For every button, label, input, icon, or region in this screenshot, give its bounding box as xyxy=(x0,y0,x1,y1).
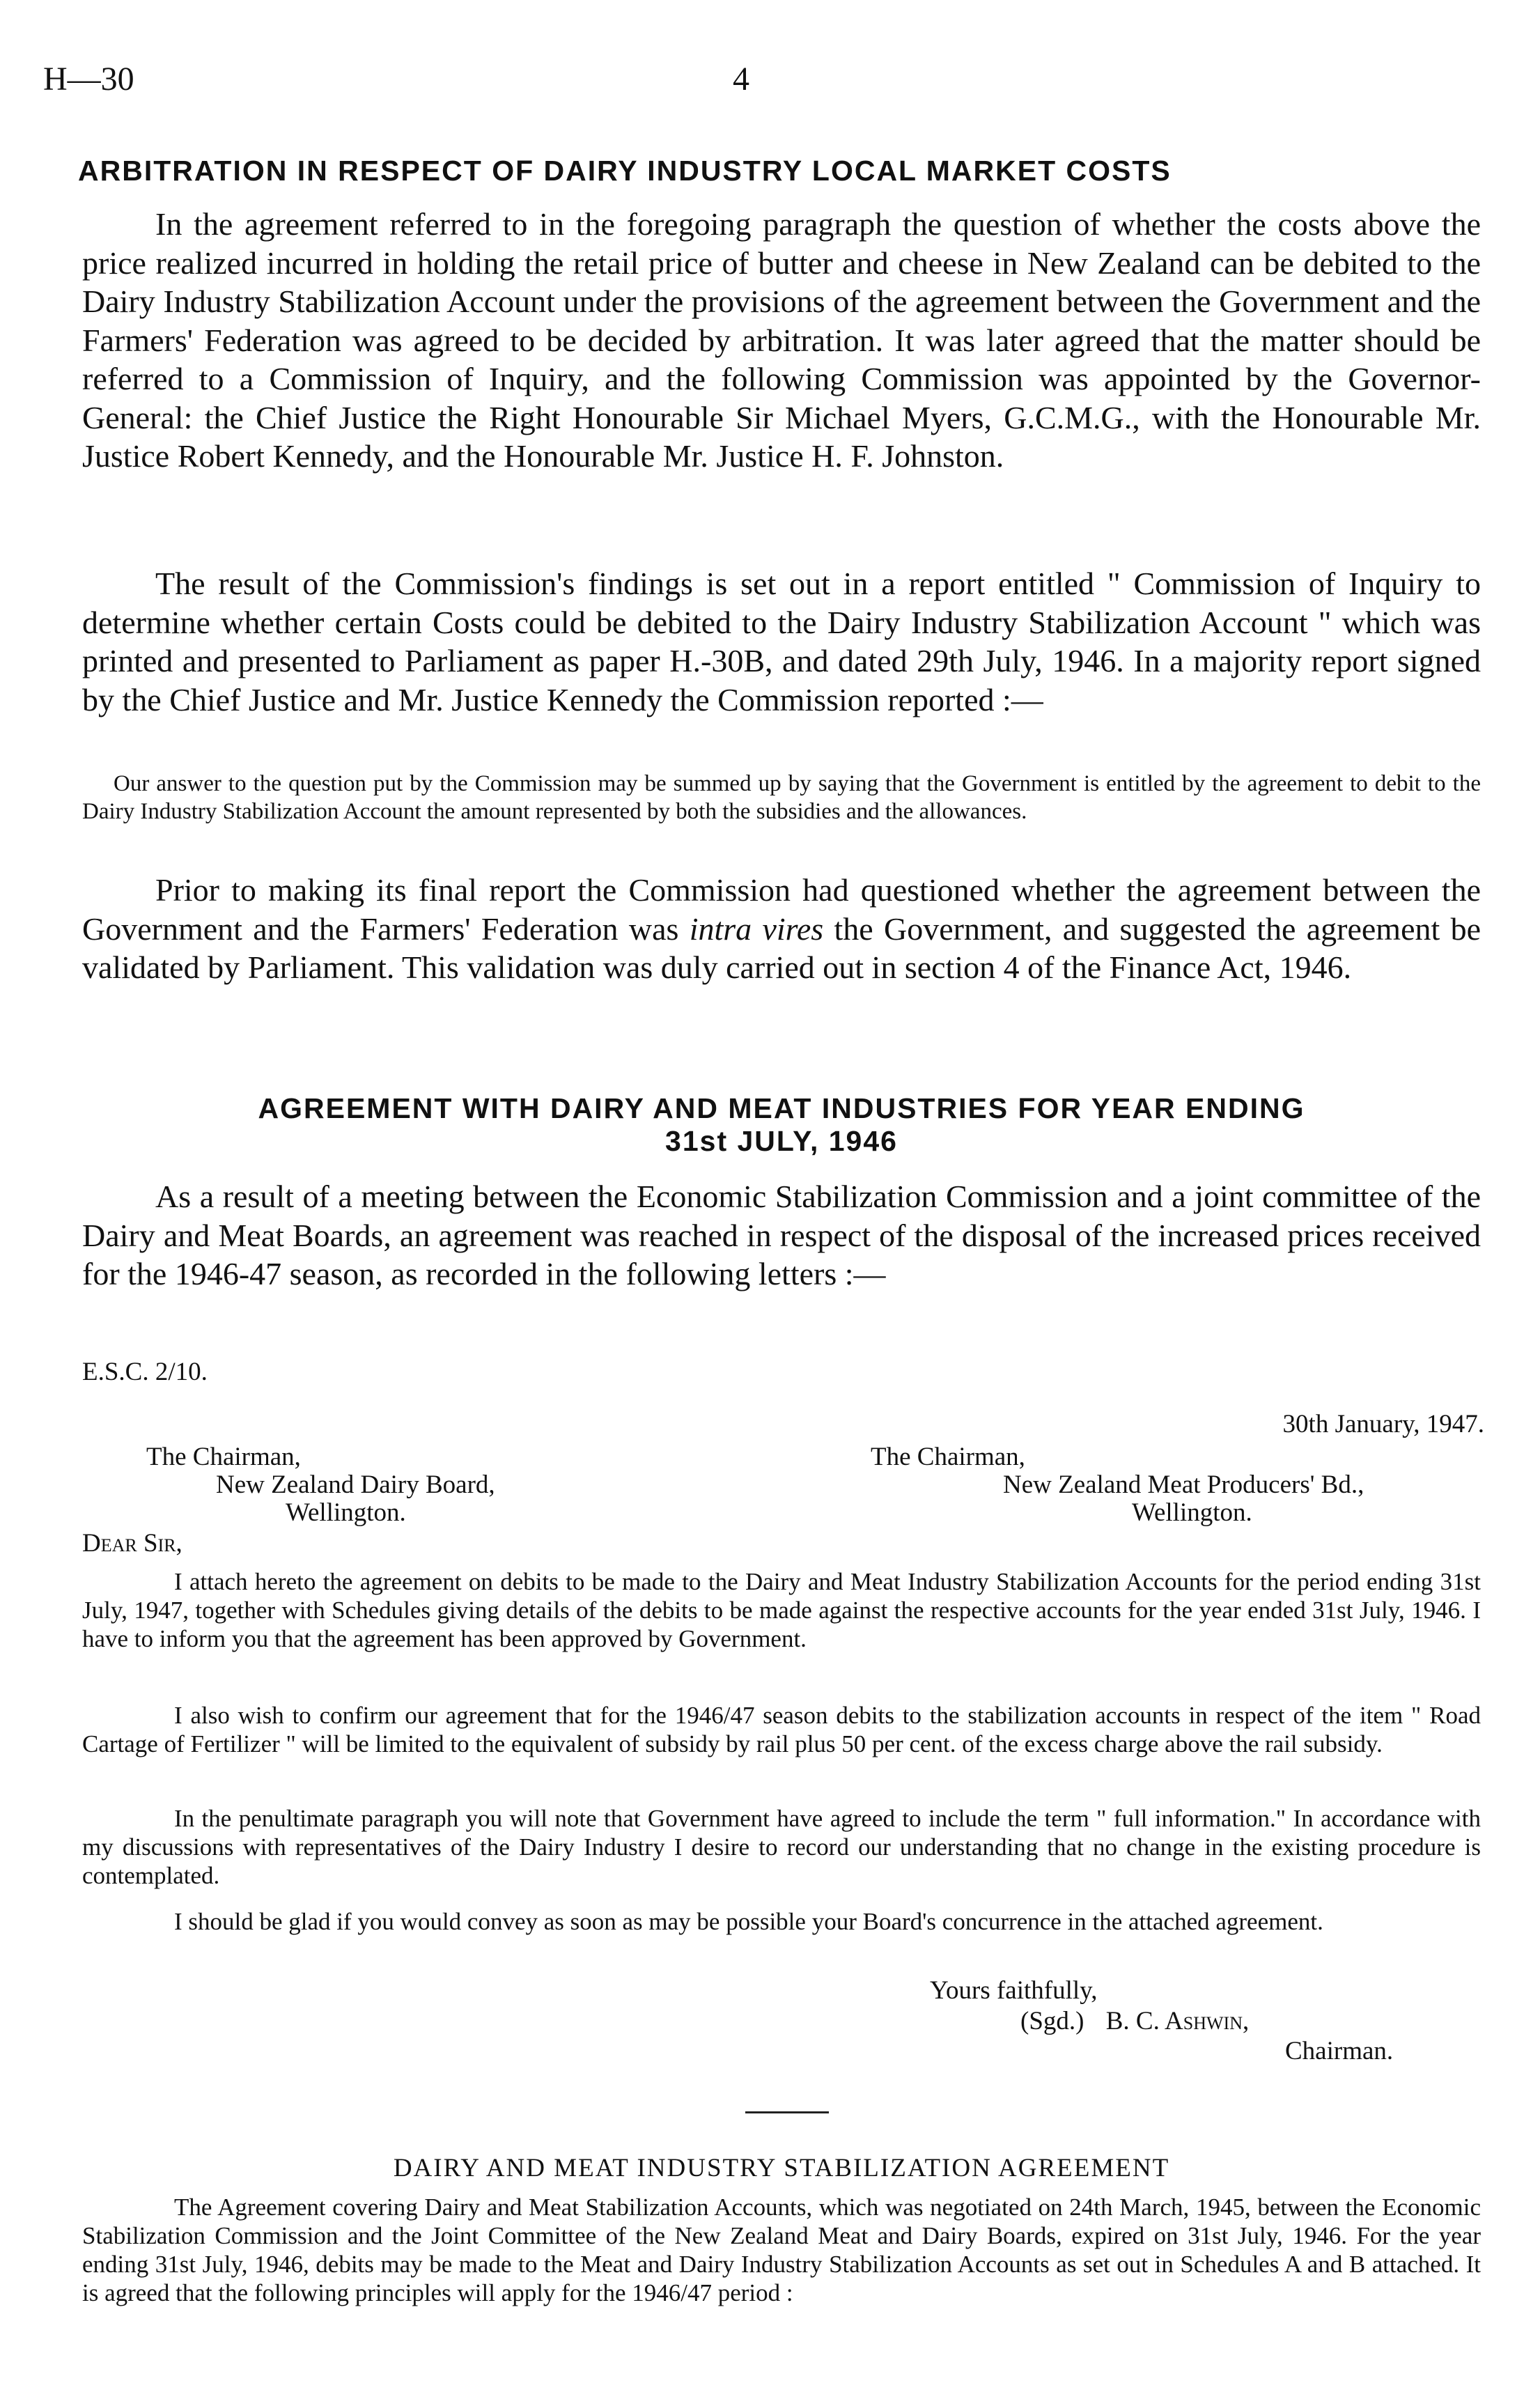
signed-mark: (Sgd.) xyxy=(1020,2007,1084,2035)
closing: Yours faithfully, xyxy=(930,1976,1098,2005)
section-heading-stabilization-agreement: DAIRY AND MEAT INDUSTRY STABILIZATION AGREEMENT xyxy=(393,2154,1170,2182)
letter-reference: E.S.C. 2/10. xyxy=(82,1358,208,1386)
heading-line: AGREEMENT WITH DAIRY AND MEAT INDUSTRIES FOR YEAR ENDING xyxy=(258,1092,1305,1124)
address-line: The Chairman, xyxy=(871,1443,1025,1471)
letter-date: 30th January, 1947. xyxy=(1282,1410,1484,1438)
paragraph: The Agreement covering Dairy and Meat Stabilization Accounts, which was negotiated on 24th March, 1945, between the Economic Stabilization Commission and the Joint Committee of the New Zealand Meat and Dairy Boards, expired on 31st July, 1946. For the year ending 31st July, 1946, debits may be made to the Meat and Dairy Industry Stabilization Accounts as set out in Schedules A and B attached. It is agreed that the following principles will apply for the 1946/47 period : xyxy=(82,2194,1481,2306)
page-number: 4 xyxy=(733,61,749,98)
letter-paragraph: I attach hereto the agreement on debits to be made to the Dairy and Meat Industry Stabilization Accounts for the period ending 31st July, 1947, together with Schedules giving details of the debits to be made against the respective accounts for the year ended 31st July, 1946. I have to inform you that the agreement has been approved by Government. xyxy=(82,1568,1481,1652)
signer-title: Chairman. xyxy=(1285,2037,1394,2065)
letter-paragraph: I also wish to confirm our agreement that for the 1946/47 season debits to the stabilization accounts in respect of the item " Road Cartage of Fertilizer " will be limited to the equivalent of subsidy by rail plus 50 per cent. of the excess charge above the rail subsidy. xyxy=(82,1702,1481,1757)
paragraph: As a result of a meeting between the Economic Stabilization Commission and a joint committee of the Dairy and Meat Boards, an agreement was reached in respect of the disposal of the increased prices received for the 1946-47 season, as recorded in the following letters :— xyxy=(82,1179,1481,1291)
paragraph: The result of the Commission's findings is set out in a report entitled " Commission of Inquiry to determine whether certain Costs could be debited to the Dairy Industry Stabilization Account " which was printed and presented to Parliament as paper H.-30B, and dated 29th July, 1946. In a majority report signed by the Chief Justice and Mr. Justice Kennedy the Commission reported :— xyxy=(82,566,1481,717)
quoted-finding: Our answer to the question put by the Commission may be summed up by saying that the Government is entitled by the agreement to debit to the Dairy Industry Stabilization Account the amount represented by both the subsidies and the allowances. xyxy=(82,771,1481,824)
letter-paragraph: In the penultimate paragraph you will note that Government have agreed to include the term " full information." In accordance with my discussions with representatives of the Dairy Industry I desire to record our understanding that no change in the existing procedure is contemplated. xyxy=(82,1805,1481,1889)
paragraph-text: Prior to making its final report the Commission had questioned whether the agreement between the Government and the Farmers' Federation was xyxy=(82,872,1481,947)
divider xyxy=(745,2111,829,2113)
address-line: New Zealand Meat Producers' Bd., xyxy=(1003,1470,1364,1499)
letter-paragraph: I should be glad if you would convey as soon as may be possible your Board's concurrence in the attached agreement. xyxy=(174,1908,1323,1935)
addressee-left xyxy=(146,1443,495,1527)
address-line: New Zealand Dairy Board, xyxy=(216,1470,495,1499)
signer-name: B. C. Ashwin, xyxy=(1105,2007,1250,2035)
signature-line xyxy=(1020,2008,1249,2035)
section-heading-agreement xyxy=(78,1092,1485,1158)
paragraph xyxy=(82,871,1481,987)
section-heading-arbitration: ARBITRATION IN RESPECT OF DAIRY INDUSTRY LOCAL MARKET COSTS xyxy=(78,155,1172,187)
latin-term: intra vires xyxy=(689,910,824,947)
address-line: The Chairman, xyxy=(146,1443,301,1471)
addressee-right xyxy=(871,1443,1364,1527)
paragraph-text: the Government, and suggested the agreement be validated by Parliament. This validation was duly carried out in section 4 of the Finance Act, 1946. xyxy=(82,910,1481,985)
paragraph: In the agreement referred to in the foregoing paragraph the question of whether the costs above the price realized incurred in holding the retail price of butter and cheese in New Zealand can be debited to the Dairy Industry Stabilization Account under the provisions of the agreement between the Government and the Farmers' Federation was agreed to be decided by arbitration. It was later agreed that the matter should be referred to a Commission of Inquiry, and the following Commission was appointed by the Governor-General: the Chief Justice the Right Honourable Sir Michael Myers, G.C.M.G., with the Honourable Mr. Justice Robert Kennedy, and the Honourable Mr. Justice H. F. Johnston. xyxy=(82,206,1481,474)
heading-line: 31st JULY, 1946 xyxy=(665,1125,898,1157)
address-line: Wellington. xyxy=(286,1498,406,1527)
address-line: Wellington. xyxy=(1132,1498,1252,1527)
salutation: Dear Sir, xyxy=(82,1529,182,1558)
document-reference: H—30 xyxy=(43,61,134,98)
